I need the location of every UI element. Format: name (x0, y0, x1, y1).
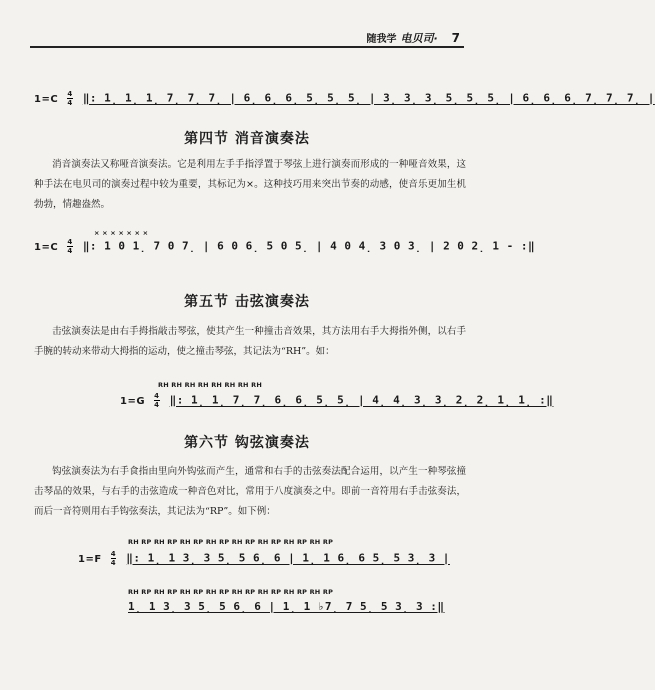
ts-top: 4 (67, 90, 73, 98)
header-rule (30, 46, 464, 48)
notation-row-rh (120, 392, 553, 409)
notation-body: ‖: 1 0 1̣ 7 0 7̣ | 6 0 6̣ 5 0 5̣ | 4 0 4̣ 3 0 3̣ | 2 0 2̣ 1 - :‖ (82, 239, 536, 253)
key-signature: 1=G (120, 395, 146, 407)
section-6-text: 钩弦演奏法为右手食指由里向外钩弦而产生，通常和右手的击弦奏法配合运用，以产生一种琴弦撞击琴品的效果，与右手的击弦造成一种音色对比，常用于八度演奏之中。即前一音符用右手击弦奏法，而后一音符则用右手钩弦奏法，其记法为“RP”。如下例： (34, 466, 466, 517)
notation-body: ‖: 1̣ 1 3̣ 3 5̣ 5 6̣ 6 | 1̣ 1 6̣ 6 5̣ 5 3̣ 3 | (126, 551, 450, 565)
time-signature (154, 392, 159, 409)
notation-body: 1̣ 1 3̣ 3 5̣ 5 6̣ 6 | 1̣ 1 ♭7̣ 7 5̣ 5 3̣ 3 :‖ (128, 600, 445, 613)
key-signature: 1=C (34, 93, 59, 105)
rh-rp-marks-1: RH RP RH RP RH RP RH RP RH RP RH RP RH RP RH RP (128, 538, 334, 546)
notation-body: ‖: 1̣ 1̣ 1̣ 7̣ 7̣ 7̣ | 6̣ 6̣ 6̣ 5̣ 5̣ 5̣ | 3̣ 3̣ 3̣ 5̣ 5̣ 5̣ | 6̣ 6̣ 6̣ 7̣ 7̣ 7̣ | (82, 91, 655, 105)
ts-bottom: 4 (154, 401, 160, 409)
notation-row-rp-1 (78, 550, 450, 567)
ts-top: 4 (154, 392, 160, 400)
section-title-5: 第五节 击弦演奏法 (184, 294, 310, 310)
section-4-paragraph (34, 155, 466, 215)
time-signature (111, 550, 116, 567)
ts-bottom: 4 (67, 247, 73, 255)
rh-marks: RH RH RH RH RH RH RH RH (158, 381, 263, 389)
key-signature: 1=F (78, 553, 102, 565)
time-signature (67, 90, 72, 107)
section-5-text: 击弦演奏法是由右手拇指敲击琴弦，使其产生一种撞击音效果，其方法用右手大拇指外侧，以右手手腕的转动来带动大拇指的运动，使之撞击琴弦，其记法为“RH”。如： (34, 326, 466, 357)
page-number: 7 (451, 31, 460, 45)
section-title-4: 第四节 消音演奏法 (184, 131, 310, 147)
mute-marks: × × × × × × × (94, 229, 149, 237)
ts-bottom: 4 (67, 99, 73, 107)
notation-row-top (34, 90, 655, 107)
time-signature (67, 238, 72, 255)
ts-bottom: 4 (110, 559, 117, 567)
notation-body: ‖: 1̣ 1̣ 7̣ 7̣ 6̣ 6̣ 5̣ 5̣ | 4̣ 4̣ 3̣ 3̣ 2̣ 2̣ 1̣ 1̣ :‖ (169, 393, 554, 407)
ts-top: 4 (67, 238, 73, 246)
section-5-paragraph (34, 322, 466, 362)
running-header (366, 30, 460, 46)
ts-top: 4 (110, 550, 117, 558)
key-signature: 1=C (34, 241, 59, 253)
section-6-paragraph (34, 462, 466, 522)
rh-rp-marks-2: RH RP RH RP RH RP RH RP RH RP RH RP RH RP RH RP (128, 588, 334, 596)
series-label: 随我学 (366, 34, 397, 45)
notation-row-rp-2 (128, 600, 445, 613)
notation-row-mute (34, 238, 535, 255)
section-title-6: 第六节 钩弦演奏法 (184, 435, 310, 451)
brand-label: 电贝司· (400, 32, 438, 45)
section-4-text: 消音演奏法又称哑音演奏法。它是利用左手手指浮置于琴弦上进行演奏而形成的一种哑音效果，这种手法在电贝司的演奏过程中较为重要，其标记为×。这种技巧用来突出节奏的动感，使音乐更加生机勃勃，情趣盎然。 (34, 159, 466, 210)
